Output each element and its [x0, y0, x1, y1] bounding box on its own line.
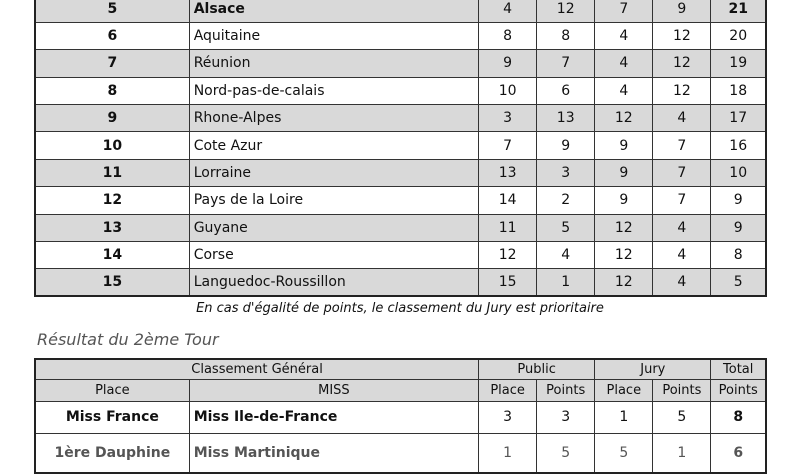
- ranking-public-points: 4: [537, 242, 595, 269]
- result-place: Miss France: [35, 401, 189, 433]
- ranking-jury-points: 12: [653, 22, 711, 49]
- ranking-public-points: 12: [537, 0, 595, 22]
- ranking-total: 18: [711, 77, 766, 104]
- ranking-total: 19: [711, 50, 766, 77]
- ranking-total: 8: [711, 242, 766, 269]
- col-miss: MISS: [189, 379, 478, 401]
- ranking-row: [35, 159, 766, 186]
- result-jury-points: 1: [653, 433, 711, 473]
- ranking-public-place: 13: [479, 159, 537, 186]
- ranking-public-place: 15: [479, 269, 537, 296]
- col-jury-points: Points: [653, 379, 711, 401]
- ranking-name: Alsace: [189, 0, 478, 22]
- ranking-public-points: 8: [537, 22, 595, 49]
- result-public-points: 3: [537, 401, 595, 433]
- result-table: [34, 358, 767, 474]
- ranking-jury-place: 4: [595, 77, 653, 104]
- ranking-jury-points: 12: [653, 77, 711, 104]
- ranking-table: [34, 0, 767, 297]
- ranking-name: Nord-pas-de-calais: [189, 77, 478, 104]
- ranking-rank: 14: [35, 242, 189, 269]
- result-place: 1ère Dauphine: [35, 433, 189, 473]
- ranking-jury-points: 7: [653, 187, 711, 214]
- ranking-row: [35, 132, 766, 159]
- ranking-jury-points: 4: [653, 269, 711, 296]
- header-public: Public: [479, 359, 595, 379]
- ranking-row: [35, 77, 766, 104]
- ranking-public-place: 9: [479, 50, 537, 77]
- ranking-rank: 6: [35, 22, 189, 49]
- ranking-jury-place: 4: [595, 22, 653, 49]
- ranking-rank: 11: [35, 159, 189, 186]
- ranking-name: Lorraine: [189, 159, 478, 186]
- result-public-points: 5: [537, 433, 595, 473]
- tie-break-note: En cas d'égalité de points, le classement du Jury est prioritaire: [196, 301, 604, 316]
- section-title: Résultat du 2ème Tour: [37, 330, 219, 349]
- ranking-public-place: 3: [479, 105, 537, 132]
- ranking-jury-place: 12: [595, 105, 653, 132]
- ranking-total: 9: [711, 187, 766, 214]
- result-row: [35, 433, 766, 473]
- ranking-jury-points: 4: [653, 105, 711, 132]
- ranking-public-place: 14: [479, 187, 537, 214]
- ranking-public-points: 6: [537, 77, 595, 104]
- header-total: Total: [711, 359, 766, 379]
- result-jury-points: 5: [653, 401, 711, 433]
- ranking-rank: 13: [35, 214, 189, 241]
- result-total: 8: [711, 401, 766, 433]
- ranking-jury-points: 9: [653, 0, 711, 22]
- ranking-public-points: 9: [537, 132, 595, 159]
- ranking-public-place: 7: [479, 132, 537, 159]
- ranking-rank: 12: [35, 187, 189, 214]
- result-header-row-1: [35, 359, 766, 379]
- ranking-name: Rhone-Alpes: [189, 105, 478, 132]
- ranking-name: Cote Azur: [189, 132, 478, 159]
- ranking-public-place: 10: [479, 77, 537, 104]
- result-miss: Miss Ile-de-France: [189, 401, 478, 433]
- ranking-public-place: 8: [479, 22, 537, 49]
- ranking-public-place: 11: [479, 214, 537, 241]
- ranking-row: [35, 105, 766, 132]
- ranking-rank: 15: [35, 269, 189, 296]
- result-header-row-2: [35, 379, 766, 401]
- ranking-body: [35, 0, 766, 296]
- ranking-total: 20: [711, 22, 766, 49]
- ranking-total: 10: [711, 159, 766, 186]
- ranking-public-place: 12: [479, 242, 537, 269]
- result-public-place: 1: [479, 433, 537, 473]
- result-miss: Miss Martinique: [189, 433, 478, 473]
- ranking-name: Guyane: [189, 214, 478, 241]
- ranking-total: 17: [711, 105, 766, 132]
- ranking-row: [35, 269, 766, 296]
- result-public-place: 3: [479, 401, 537, 433]
- result-jury-place: 1: [595, 401, 653, 433]
- ranking-public-points: 5: [537, 214, 595, 241]
- ranking-total: 5: [711, 269, 766, 296]
- ranking-rank: 5: [35, 0, 189, 22]
- ranking-public-points: 3: [537, 159, 595, 186]
- ranking-name: Corse: [189, 242, 478, 269]
- ranking-name: Réunion: [189, 50, 478, 77]
- col-public-place: Place: [479, 379, 537, 401]
- ranking-total: 16: [711, 132, 766, 159]
- ranking-jury-place: 12: [595, 214, 653, 241]
- ranking-public-points: 1: [537, 269, 595, 296]
- ranking-jury-place: 9: [595, 132, 653, 159]
- ranking-jury-points: 7: [653, 159, 711, 186]
- ranking-row: [35, 50, 766, 77]
- ranking-jury-place: 9: [595, 187, 653, 214]
- result-total: 6: [711, 433, 766, 473]
- ranking-name: Languedoc-Roussillon: [189, 269, 478, 296]
- ranking-rank: 7: [35, 50, 189, 77]
- ranking-row: [35, 242, 766, 269]
- ranking-jury-place: 7: [595, 0, 653, 22]
- ranking-public-points: 2: [537, 187, 595, 214]
- header-jury: Jury: [595, 359, 711, 379]
- ranking-rank: 10: [35, 132, 189, 159]
- ranking-row: [35, 22, 766, 49]
- ranking-row: [35, 214, 766, 241]
- ranking-jury-points: 7: [653, 132, 711, 159]
- result-jury-place: 5: [595, 433, 653, 473]
- ranking-public-points: 13: [537, 105, 595, 132]
- ranking-public-points: 7: [537, 50, 595, 77]
- ranking-name: Aquitaine: [189, 22, 478, 49]
- ranking-rank: 9: [35, 105, 189, 132]
- ranking-jury-points: 12: [653, 50, 711, 77]
- ranking-row: [35, 187, 766, 214]
- ranking-jury-place: 12: [595, 269, 653, 296]
- ranking-jury-points: 4: [653, 214, 711, 241]
- ranking-jury-points: 4: [653, 242, 711, 269]
- ranking-total: 21: [711, 0, 766, 22]
- col-total-points: Points: [711, 379, 766, 401]
- ranking-public-place: 4: [479, 0, 537, 22]
- header-general: Classement Général: [35, 359, 479, 379]
- result-row: [35, 401, 766, 433]
- col-jury-place: Place: [595, 379, 653, 401]
- ranking-jury-place: 9: [595, 159, 653, 186]
- ranking-jury-place: 12: [595, 242, 653, 269]
- ranking-name: Pays de la Loire: [189, 187, 478, 214]
- ranking-row: [35, 0, 766, 22]
- col-public-points: Points: [537, 379, 595, 401]
- ranking-jury-place: 4: [595, 50, 653, 77]
- ranking-rank: 8: [35, 77, 189, 104]
- col-place: Place: [35, 379, 189, 401]
- ranking-total: 9: [711, 214, 766, 241]
